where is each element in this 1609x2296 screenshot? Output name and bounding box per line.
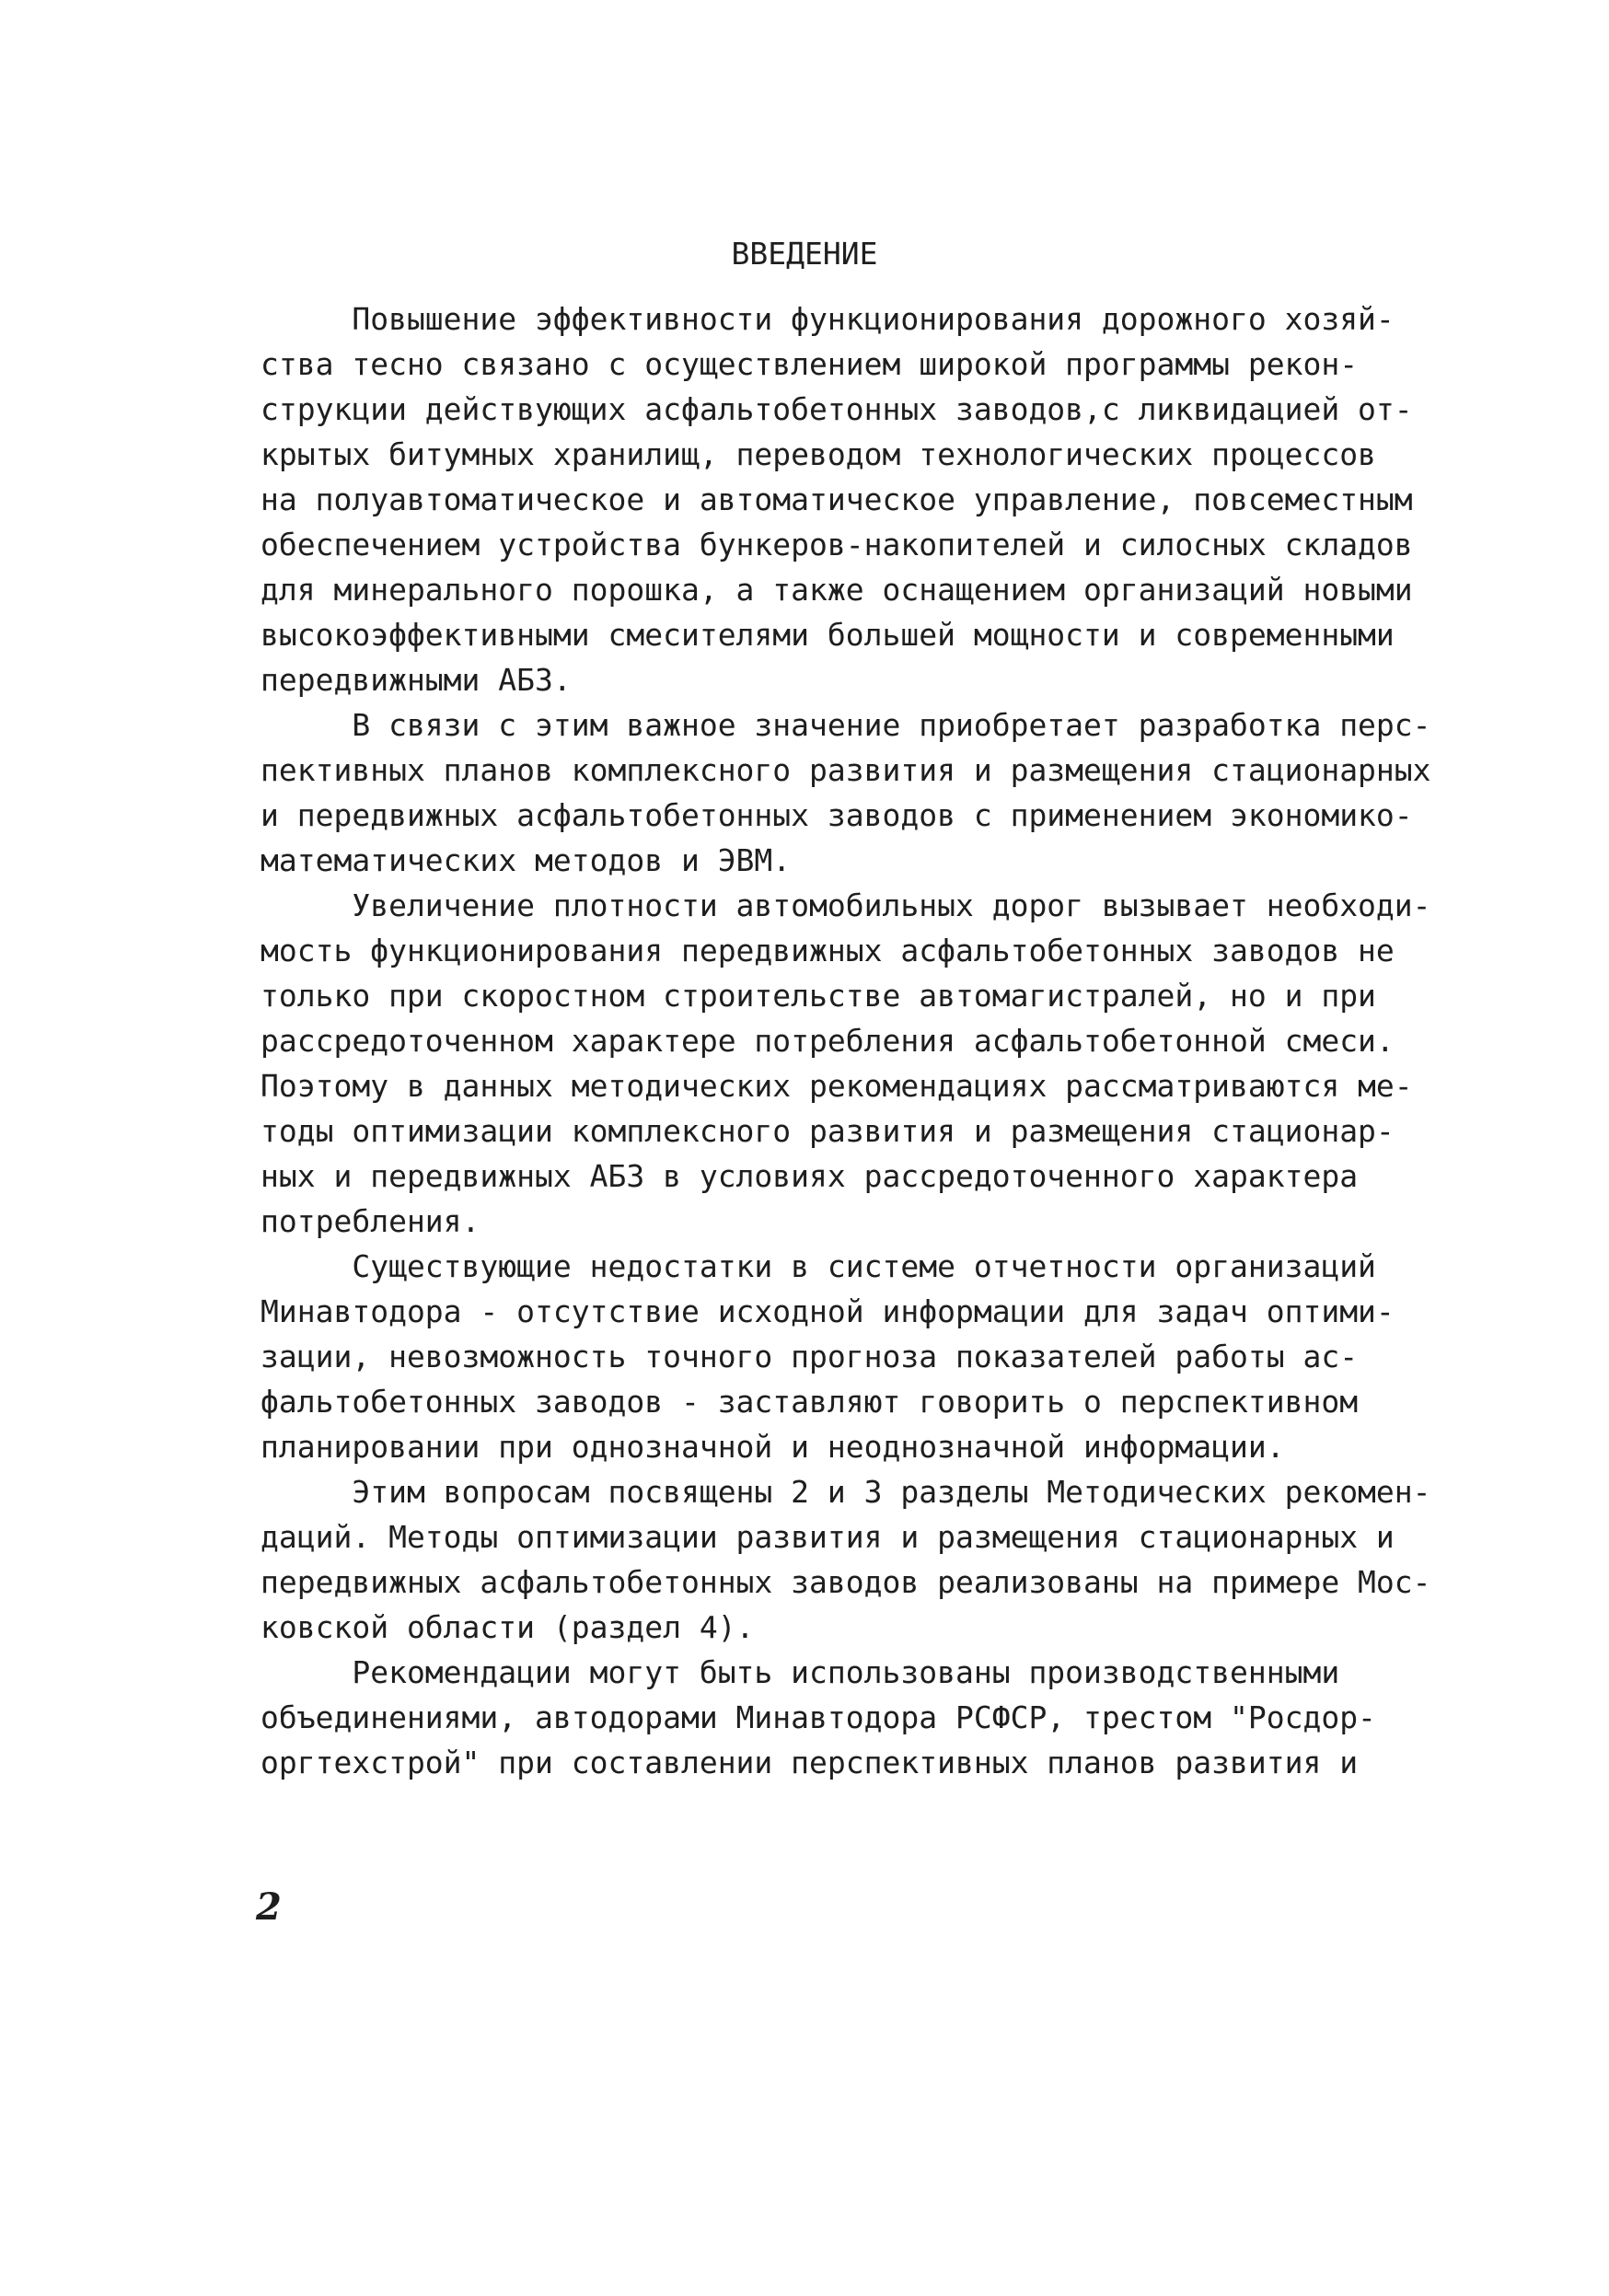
text-line: фальтобетонных заводов - заставляют говорить о перспективном bbox=[260, 1384, 1359, 1420]
text-line: Существующие недостатки в системе отчетности организаций bbox=[260, 1248, 1376, 1284]
text-line: планировании при однозначной и неоднозначной информации. bbox=[260, 1429, 1285, 1465]
text-line: передвижными АБЗ. bbox=[260, 662, 572, 698]
text-line: Этим вопросам посвящены 2 и 3 разделы Методических рекомен- bbox=[260, 1474, 1431, 1510]
text-line: потребления. bbox=[260, 1203, 480, 1239]
text-line: объединениями, автодорами Минавтодора РСФСР, трестом "Росдор- bbox=[260, 1699, 1376, 1735]
text-line: ковской области (раздел 4). bbox=[260, 1609, 755, 1645]
text-line: В связи с этим важное значение приобретает разработка перс- bbox=[260, 707, 1431, 743]
text-line: крытых битумных хранилищ, переводом технологических процессов bbox=[260, 436, 1376, 472]
text-line: на полуавтоматическое и автоматическое управление, повсеместным bbox=[260, 481, 1413, 517]
text-line: Повышение эффективности функционирования дорожного хозяй- bbox=[260, 301, 1395, 337]
text-line: обеспечением устройства бункеров-накопителей и силосных складов bbox=[260, 527, 1413, 562]
text-line: только при скоростном строительстве автомагистралей, но и при bbox=[260, 978, 1376, 1014]
section-heading: ВВЕДЕНИЕ bbox=[731, 236, 878, 272]
text-line: тоды оптимизации комплексного развития и размещения стационар- bbox=[260, 1113, 1395, 1149]
text-line: Рекомендации могут быть использованы производственными bbox=[260, 1654, 1340, 1690]
text-line: рассредоточенном характере потребления асфальтобетонной смеси. bbox=[260, 1023, 1395, 1059]
text-line: Поэтому в данных методических рекомендациях рассматриваются ме- bbox=[260, 1068, 1413, 1104]
text-line: струкции действующих асфальтобетонных заводов,с ликвидацией от- bbox=[260, 391, 1413, 427]
text-line: зации, невозможность точного прогноза показателей работы ас- bbox=[260, 1339, 1359, 1374]
body-text bbox=[260, 296, 1457, 1785]
page-number: 2 bbox=[256, 1885, 282, 1929]
text-line: и передвижных асфальтобетонных заводов с применением экономико- bbox=[260, 797, 1413, 833]
text-line: оргтехстрой" при составлении перспективных планов развития и bbox=[260, 1745, 1359, 1780]
text-line: математических методов и ЭВМ. bbox=[260, 842, 792, 878]
text-line: ства тесно связано с осуществлением широкой программы рекон- bbox=[260, 346, 1359, 382]
text-line: мость функционирования передвижных асфальтобетонных заводов не bbox=[260, 933, 1395, 968]
text-line: ных и передвижных АБЗ в условиях рассредоточенного характера bbox=[260, 1158, 1359, 1194]
text-line: высокоэффективными смесителями большей мощности и современными bbox=[260, 617, 1395, 653]
text-line: для минерального порошка, а также оснащением организаций новыми bbox=[260, 572, 1413, 608]
text-line: даций. Методы оптимизации развития и размещения стационарных и bbox=[260, 1519, 1395, 1555]
text-line: пективных планов комплексного развития и размещения стационарных bbox=[260, 752, 1431, 788]
text-line: Минавтодора - отсутствие исходной информации для задач оптими- bbox=[260, 1293, 1395, 1329]
text-line: Увеличение плотности автомобильных дорог вызывает необходи- bbox=[260, 887, 1431, 923]
text-line: передвижных асфальтобетонных заводов реализованы на примере Мос- bbox=[260, 1564, 1431, 1600]
